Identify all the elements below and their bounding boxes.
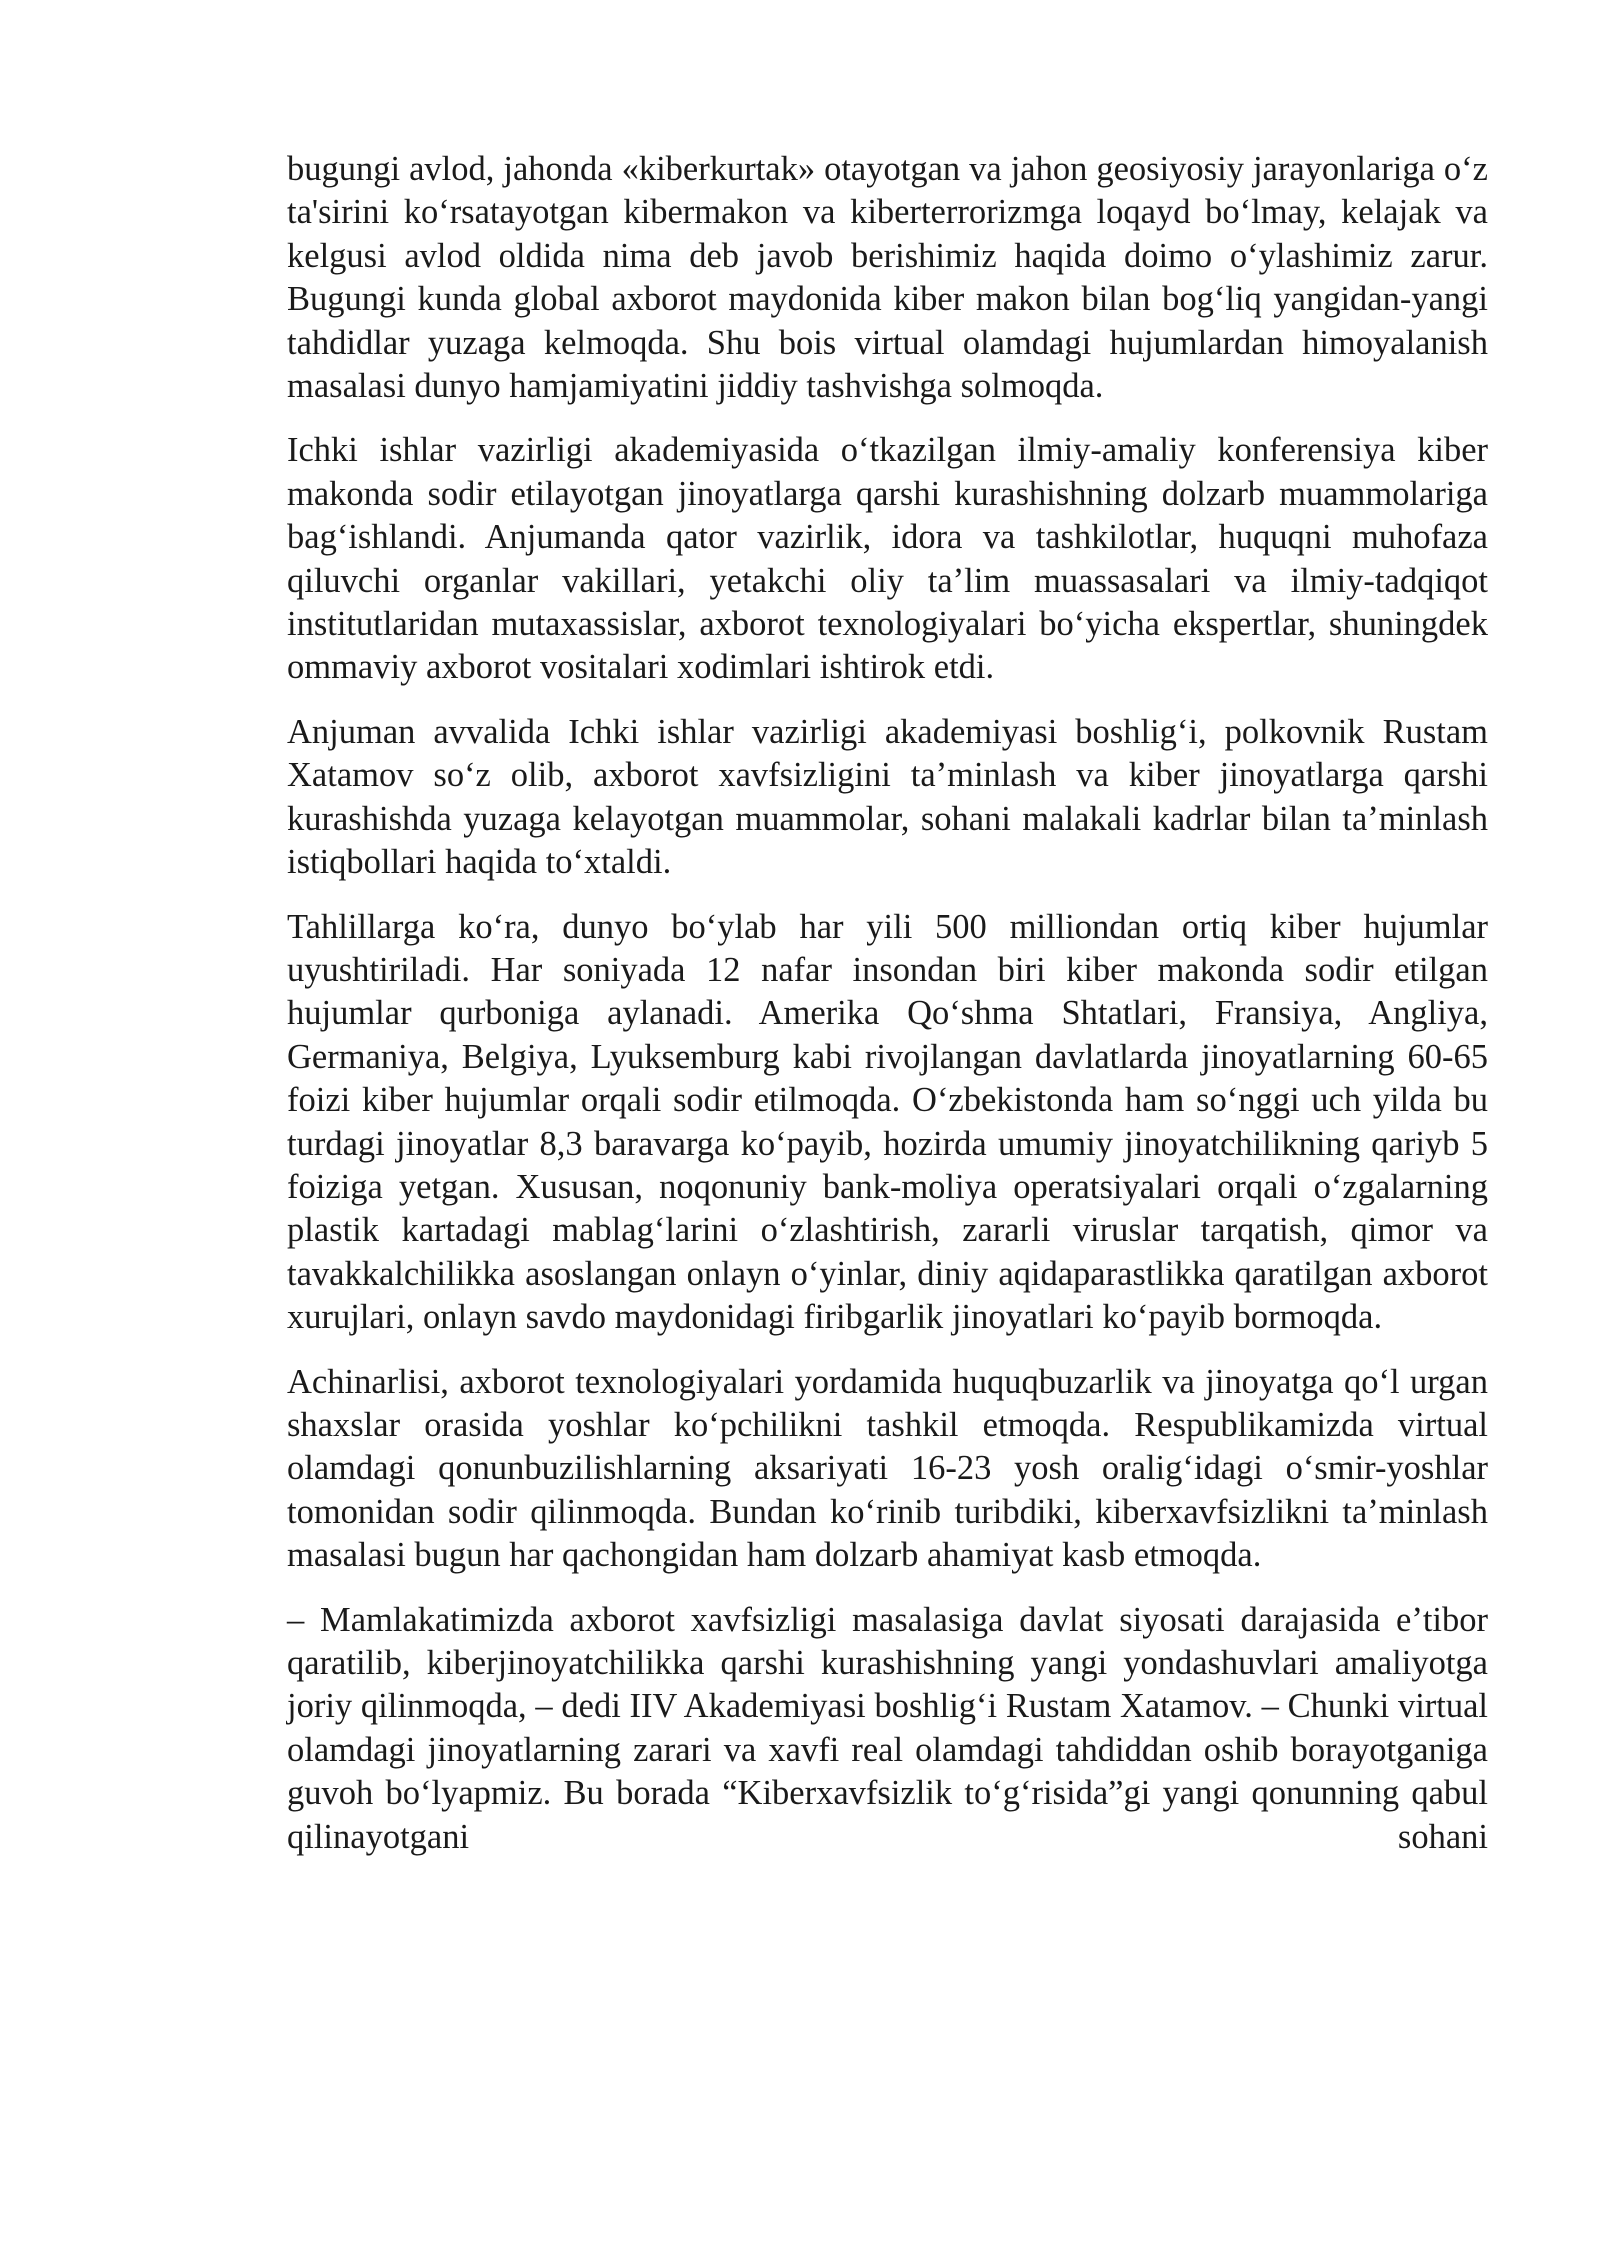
paragraph-2: Ichki ishlar vazirligi akademiyasida oʻtkazilgan ilmiy-amaliy konferensiya kiber makonda sodir etilayotgan jinoyatlarga qarshi kurashishning dolzarb muammolariga bagʻishlandi. Anjumanda qator vazirlik, idora va tashkilotlar, huquqni muhofaza qiluvchi organlar vakillari, yetakchi oliy taʼlim muassasalari va ilmiy-tadqiqot institutlaridan mutaxassislar, axborot texnologiyalari boʻyicha ekspertlar, shuningdek ommaviy axborot vositalari xodimlari ishtirok etdi. (287, 431, 1488, 687)
paragraph-5: Achinarlisi, axborot texnologiyalari yordamida huquqbuzarlik va jinoyatga qoʻl urgan shaxslar orasida yoshlar koʻpchilikni tashkil etmoqda. Respublikamizda virtual olamdagi qonunbuzilishlarning aksariyati 16-23 yosh oraligʻidagi oʻsmir-yoshlar tomonidan sodir qilinmoqda. Bundan koʻrinib turibdiki, kiberxavfsizlikni taʼminlash masalasi bugun har qachongidan ham dolzarb ahamiyat kasb etmoqda. (287, 1362, 1488, 1575)
paragraph-3: Anjuman avvalida Ichki ishlar vazirligi akademiyasi boshligʻi, polkovnik Rustam Xatamov soʻz olib, axborot xavfsizligini taʼminlash va kiber jinoyatlarga qarshi kurashishda yuzaga kelayotgan muammolar, sohani malakali kadrlar bilan taʼminlash istiqbollari haqida toʻxtaldi. (287, 712, 1488, 882)
document-body (287, 148, 1488, 1880)
paragraph-1: bugungi avlod, jahonda «kiberkurtak» otayotgan va jahon geosiyosiy jarayonlariga oʻz ta'sirini koʻrsatayotgan kibermakon va kiberterrorizmga loqayd boʻlmay, kelajak va kelgusi avlod oldida nima deb javob berishimiz haqida doimo oʻylashimiz zarur. Bugungi kunda global axborot maydonida kiber makon bilan bogʻliq yangidan-yangi tahdidlar yuzaga kelmoqda. Shu bois virtual olamdagi hujumlardan himoyalanish masalasi dunyo hamjamiyatini jiddiy tashvishga solmoqda. (287, 150, 1488, 406)
paragraph-6: – Mamlakatimizda axborot xavfsizligi masalasiga davlat siyosati darajasida eʼtibor qaratilib, kiberjinoyatchilikka qarshi kurashishning yangi yondashuvlari amaliyotga joriy qilinmoqda, – dedi IIV Akademiyasi boshligʻi Rustam Xatamov. – Chunki virtual olamdagi jinoyatlarning zarari va xavfi real olamdagi tahdiddan oshib borayotganiga guvoh boʻlyapmiz. Bu borada “Kiberxavfsizlik toʻgʻrisida”gi yangi qonunning qabul qilinayotgani sohani (287, 1600, 1488, 1856)
paragraph-4: Tahlillarga koʻra, dunyo boʻylab har yili 500 milliondan ortiq kiber hujumlar uyushtiriladi. Har soniyada 12 nafar insondan biri kiber makonda sodir etilgan hujumlar qurboniga aylanadi. Amerika Qoʻshma Shtatlari, Fransiya, Angliya, Germaniya, Belgiya, Lyuksemburg kabi rivojlangan davlatlarda jinoyatlarning 60-65 foizi kiber hujumlar orqali sodir etilmoqda. Oʻzbekistonda ham soʻnggi uch yilda bu turdagi jinoyatlar 8,3 baravarga koʻpayib, hozirda umumiy jinoyatchilikning qariyb 5 foiziga yetgan. Xususan, noqonuniy bank-moliya operatsiyalari orqali oʻzgalarning plastik kartadagi mablagʻlarini oʻzlashtirish, zararli viruslar tarqatish, qimor va tavakkalchilikka asoslangan onlayn oʻyinlar, diniy aqidaparastlikka qaratilgan axborot xurujlari, onlayn savdo maydonidagi firibgarlik jinoyatlari koʻpayib bormoqda. (287, 907, 1488, 1337)
